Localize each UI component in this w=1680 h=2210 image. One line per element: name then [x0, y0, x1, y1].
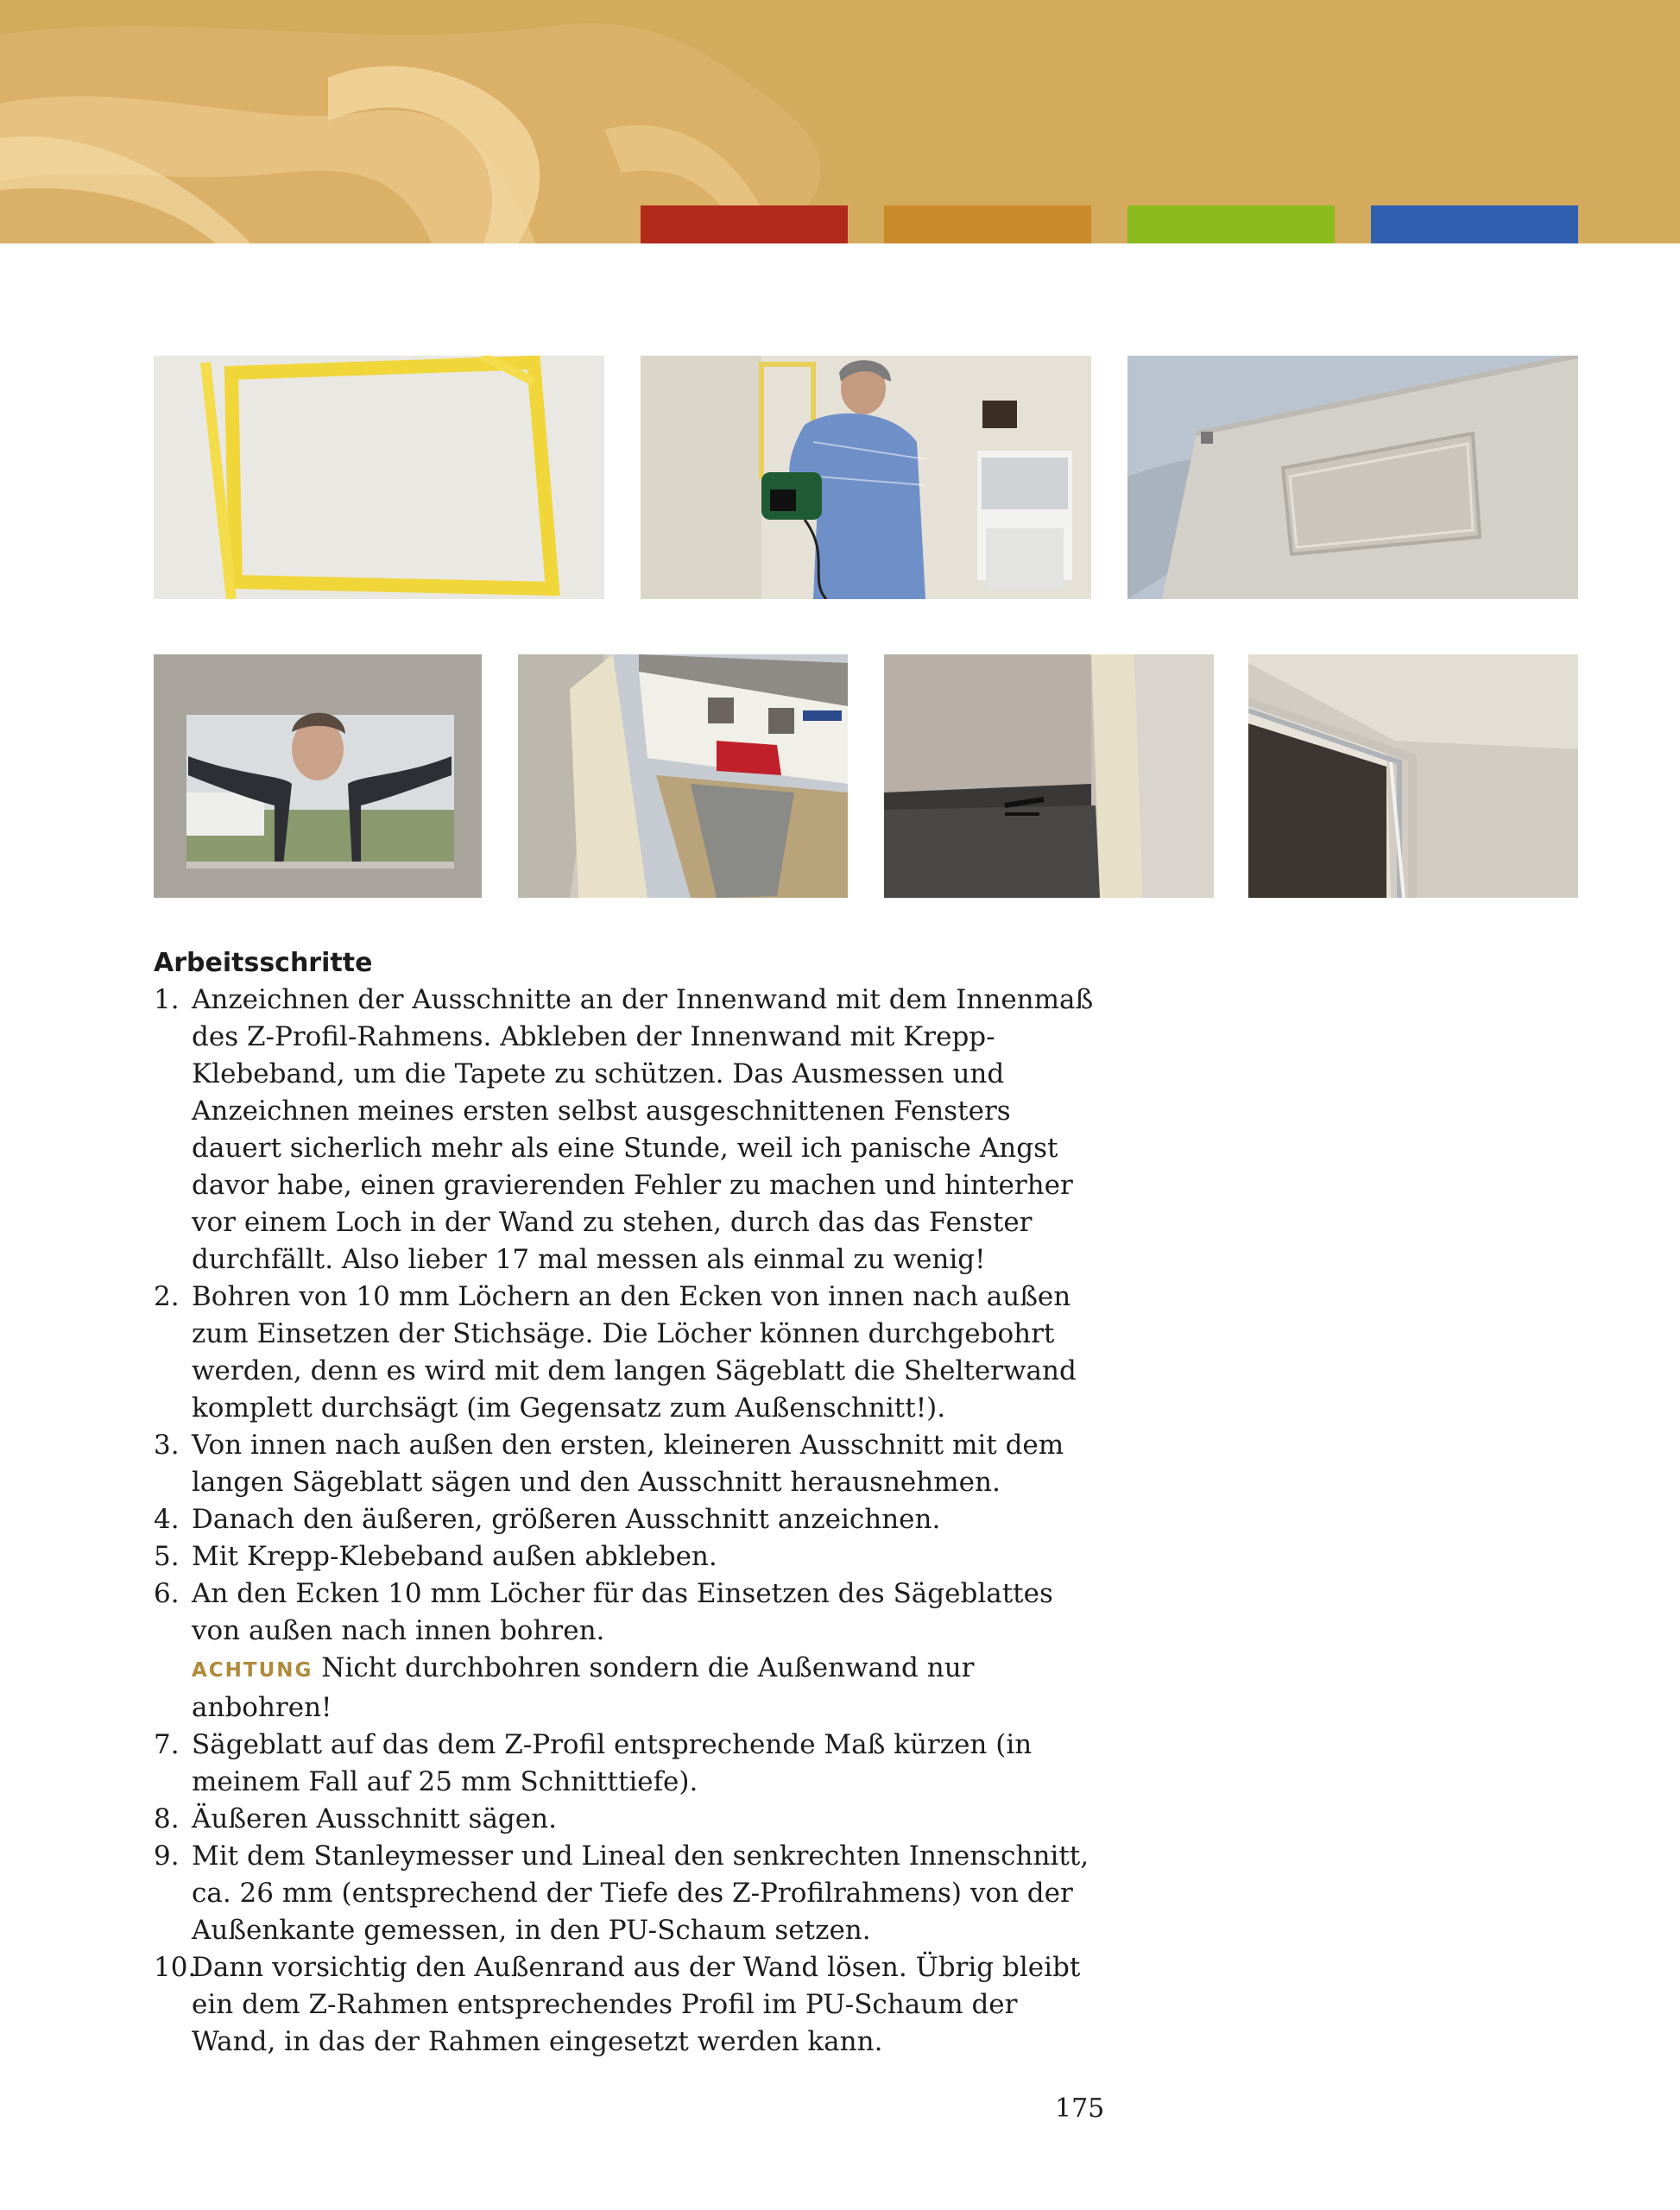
- photo-view-outside-cutout: [518, 654, 848, 898]
- list-item: [154, 1838, 1103, 1949]
- photo-man-cutting-wall: [641, 356, 1091, 599]
- step-text: Mit dem Stanleymesser und Lineal den senkrechten Innenschnitt, ca. 26 mm (entsprechend der Tiefe des Z-Profilrahmens) von der Außenkante gemessen, in den PU-Schaum setzen.: [192, 1841, 1089, 1946]
- list-item: [154, 1575, 1103, 1727]
- step-number: 3.: [154, 1430, 180, 1461]
- step-number: 6.: [154, 1578, 180, 1609]
- list-item: [154, 1949, 1103, 2061]
- step-number: 8.: [154, 1803, 180, 1834]
- list-item: [154, 1801, 1103, 1838]
- list-item: [154, 982, 1103, 1279]
- step-number: 5.: [154, 1541, 180, 1572]
- list-item: [154, 1501, 1103, 1538]
- step-text: Von innen nach außen den ersten, kleineren Ausschnitt mit dem langen Sägeblatt sägen und den Ausschnitt herausnehmen.: [192, 1430, 1064, 1498]
- photo-tape-frame-wall: [154, 356, 604, 599]
- step-number: 9.: [154, 1841, 180, 1872]
- step-text: Mit Krepp-Klebeband außen abkleben.: [192, 1541, 717, 1572]
- step-text: Dann vorsichtig den Außenrand aus der Wand lösen. Übrig bleibt ein dem Z-Rahmen entsprechendes Profil im PU-Schaum der Wand, in das der Rahmen eingesetzt werden kann.: [192, 1952, 1081, 2057]
- instructions-section: [154, 944, 1103, 2061]
- step-text: Bohren von 10 mm Löchern an den Ecken von innen nach außen zum Einsetzen der Stichsäge. Die Löcher können durchgebohrt werden, denn es wird mit dem langen Sägeblatt die Shelterwand komplett durchsägt (im Gegensatz zum Außenschnitt!).: [192, 1281, 1077, 1424]
- step-number: 2.: [154, 1281, 180, 1312]
- color-tab-orange: [884, 205, 1091, 243]
- warning-label: ACHTUNG: [192, 1659, 313, 1682]
- color-tab-green: [1127, 205, 1335, 243]
- list-item: [154, 1427, 1103, 1501]
- step-text: Anzeichnen der Ausschnitte an der Innenwand mit dem Innenmaß des Z-Profil-Rahmens. Abkleben der Innenwand mit Krepp-Klebeband, um die Tapete zu schützen. Das Ausmessen und Anzeichnen meines ersten selbst ausgeschnittenen Fensters dauert sicherlich mehr als eine Stunde, weil ich panische Angst davor habe, einen gravierenden Fehler zu machen und hinterher vor einem Loch in der Wand zu stehen, durch das das Fenster durchfällt. Also lieber 17 mal messen als einmal zu wenig!: [192, 984, 1094, 1275]
- page-number: 175: [1055, 2093, 1105, 2124]
- step-text: Danach den äußeren, größeren Ausschnitt anzeichnen.: [192, 1504, 941, 1535]
- step-number: 10.: [154, 1952, 197, 1983]
- step-number: 1.: [154, 984, 180, 1015]
- photo-man-through-window: [154, 654, 482, 898]
- color-tab-red: [641, 205, 848, 243]
- step-number: 4.: [154, 1504, 180, 1535]
- list-item: [154, 1727, 1103, 1801]
- list-item: [154, 1279, 1103, 1427]
- step-text: Äußeren Ausschnitt sägen.: [192, 1803, 557, 1834]
- photo-z-profile-corner: [1248, 654, 1578, 898]
- header-banner: [0, 0, 1680, 243]
- list-item: [154, 1538, 1103, 1575]
- warning-text: Nicht durchbohren sondern die Außenwand nur anbohren!: [192, 1652, 975, 1723]
- steps-list: [154, 982, 1103, 2061]
- step-number: 7.: [154, 1729, 180, 1760]
- color-tab-blue: [1371, 205, 1578, 243]
- photo-cutout-edge-interior: [884, 654, 1214, 898]
- section-heading: Arbeitsschritte: [154, 948, 373, 978]
- step-text: An den Ecken 10 mm Löcher für das Einsetzen des Sägeblattes von außen nach innen bohren.: [192, 1578, 1053, 1646]
- warning-note: [192, 1650, 1103, 1727]
- photo-shelter-exterior-cutout: [1127, 356, 1578, 599]
- step-text: Sägeblatt auf das dem Z-Profil entsprechende Maß kürzen (in meinem Fall auf 25 mm Schnitttiefe).: [192, 1729, 1033, 1797]
